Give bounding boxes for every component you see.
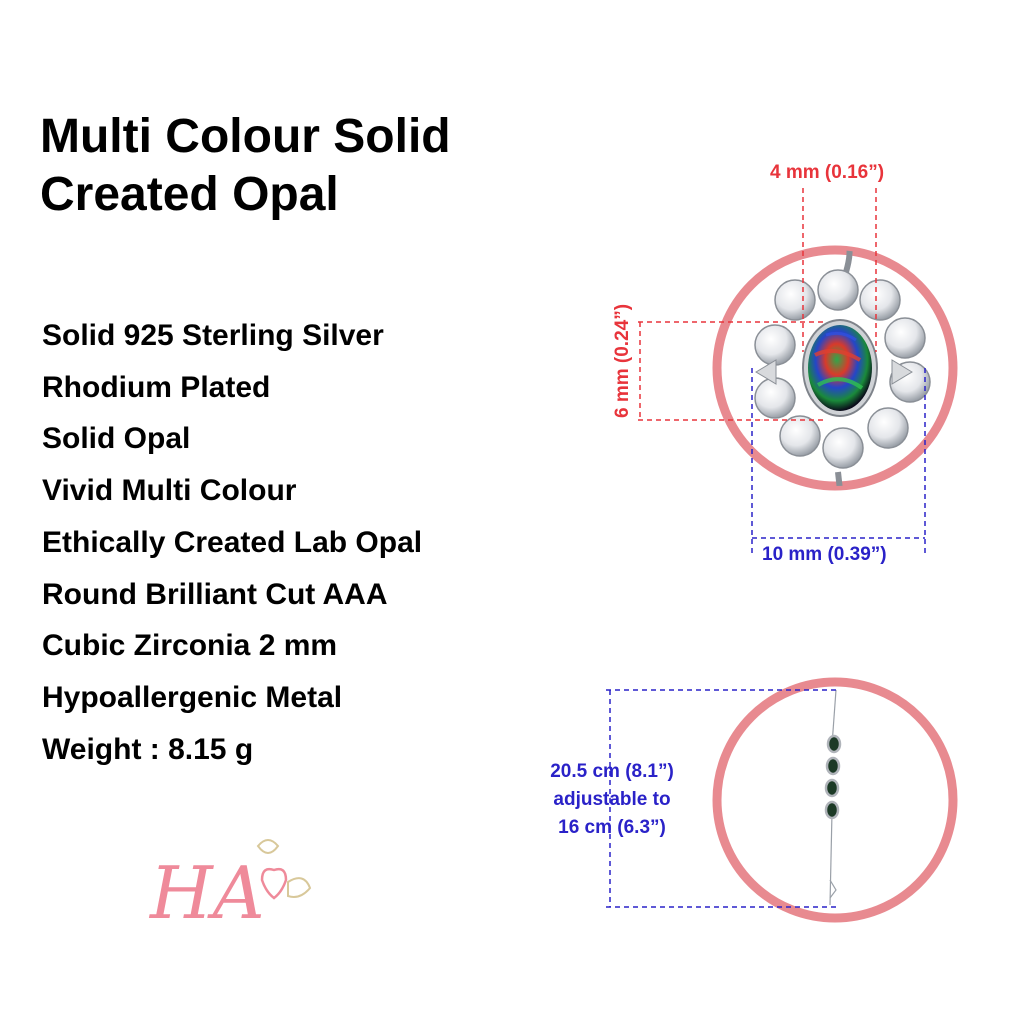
setting-width-label: 10 mm (0.39”)	[762, 544, 887, 565]
logo-text: HA	[150, 851, 265, 935]
feature-item: Cubic Zirconia 2 mm	[42, 629, 338, 663]
feature-item: Hypoallergenic Metal	[42, 680, 343, 714]
feature-item: Round Brilliant Cut AAA	[42, 577, 388, 611]
chain-length-label	[526, 758, 698, 842]
brand-logo	[148, 840, 310, 935]
feature-item: Solid Opal	[42, 422, 191, 456]
wing-icon	[288, 878, 310, 897]
chain-length-line: adjustable to	[553, 789, 671, 810]
closeup-circle	[717, 682, 953, 918]
pendant-closeup	[638, 188, 953, 556]
stone-width-label: 4 mm (0.16”)	[770, 162, 885, 183]
opal-stone	[808, 325, 872, 411]
feature-item: Vivid Multi Colour	[42, 474, 297, 508]
feature-item: Solid 925 Sterling Silver	[42, 319, 384, 352]
feature-item: Weight : 8.15 g	[42, 732, 254, 766]
chain-length-line: 20.5 cm (8.1”)	[550, 761, 674, 782]
feature-item: Ethically Created Lab Opal	[42, 525, 423, 559]
product-title-line1: Multi Colour Solid	[40, 110, 451, 163]
chain-length-line: 16 cm (6.3”)	[558, 817, 666, 838]
heart-icon	[262, 869, 286, 898]
product-title-line2: Created Opal	[40, 168, 339, 221]
stone-height-label: 6 mm (0.24”)	[612, 303, 633, 418]
feature-item: Rhodium Plated	[42, 370, 271, 404]
